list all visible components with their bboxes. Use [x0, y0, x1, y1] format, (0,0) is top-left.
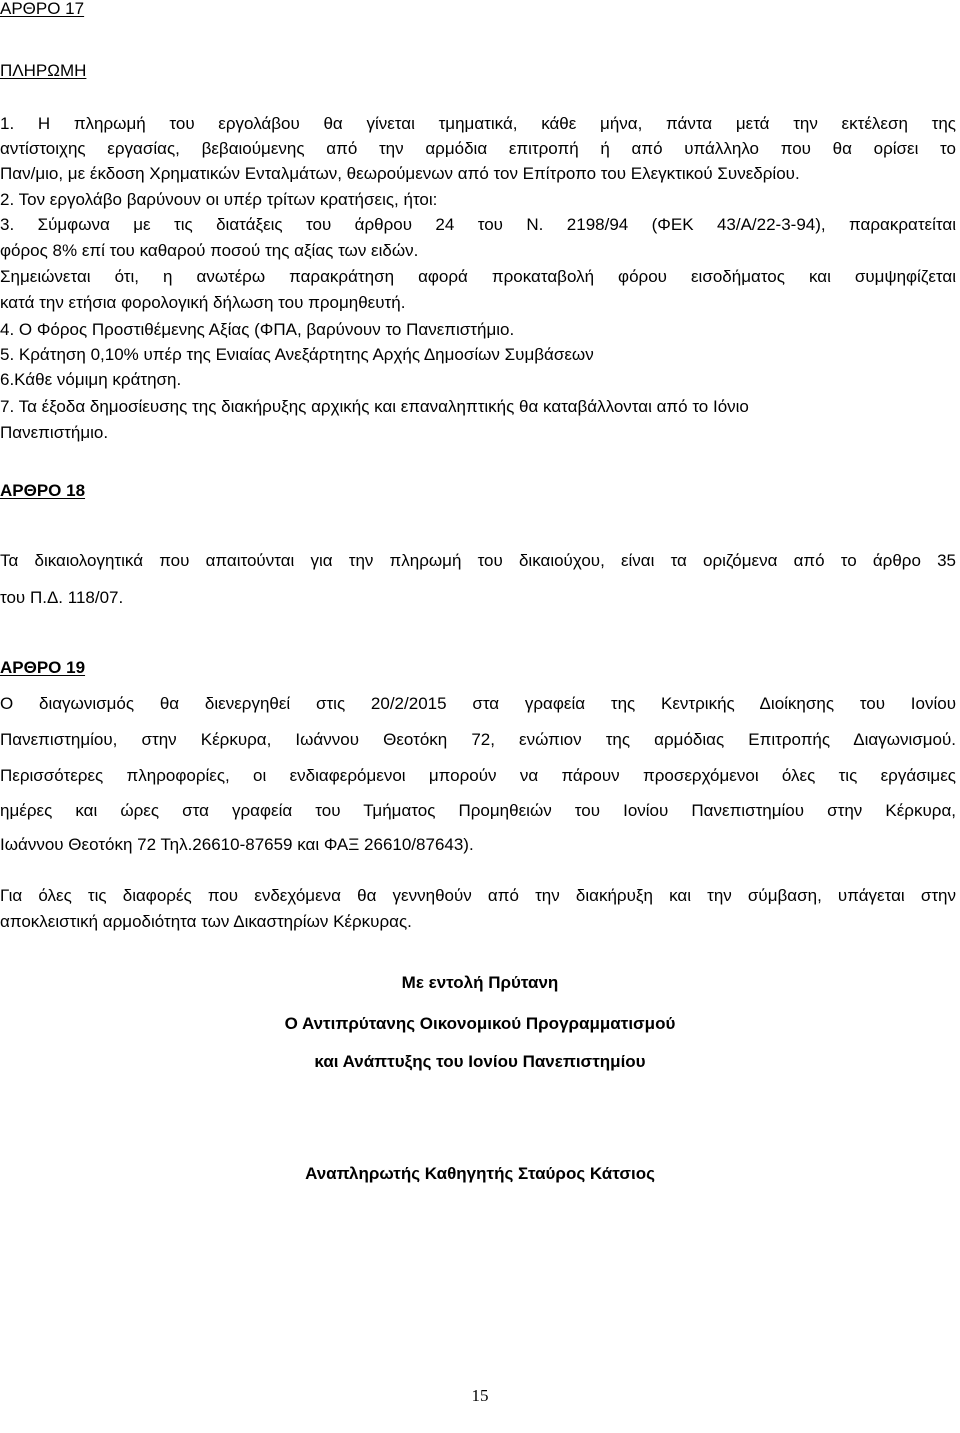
article-17-line: 7. Τα έξοδα δημοσίευσης της διακήρυξης αρχικής και επαναληπτικής θα καταβάλλονται από το Ιόνιο [0, 397, 749, 416]
article-19-line: Περισσότερες πληροφορίες, οι ενδιαφερόμενοι μπορούν να πάρουν προσερχόμενοι όλες τις εργάσιμες [0, 766, 956, 785]
article-19-line: ημέρες και ώρες στα γραφεία του Τμήματος Προμηθειών του Ιονίου Πανεπιστημίου στην Κέρκυρα, [0, 801, 956, 820]
article-17-line: Παν/μιο, με έκδοση Χρηματικών Ενταλμάτων, θεωρούμενων από τον Επίτροπο του Ελεγκτικού Συνεδρίου. [0, 164, 800, 183]
article-19-line: Πανεπιστημίου, στην Κέρκυρα, Ιωάννου Θεοτόκη 72, ενώπιον της αρμόδιας Επιτροπής Διαγωνισμού. [0, 730, 956, 749]
article-17-line: 1. Η πληρωμή του εργολάβου θα γίνεται τμηματικά, κάθε μήνα, πάντα μετά την εκτέλεση της [0, 114, 956, 133]
article-18-line: του Π.Δ. 118/07. [0, 588, 124, 607]
article-17-line: Πανεπιστήμιο. [0, 423, 109, 442]
article-17-line: 2. Τον εργολάβο βαρύνουν οι υπέρ τρίτων κρατήσεις, ήτοι: [0, 190, 438, 209]
article-19-heading: ΑΡΘΡΟ 19 [0, 658, 86, 677]
article-17-line: κατά την ετήσια φορολογική δήλωση του προμηθευτή. [0, 293, 406, 312]
signature-title: Ο Αντιπρύτανης Οικονομικού Προγραμματισμού [284, 1014, 676, 1033]
article-17-line: φόρος 8% επί του καθαρού ποσού της αξίας των ειδών. [0, 241, 419, 260]
article-19-line: Ιωάννου Θεοτόκη 72 Τηλ.26610-87659 και ΦΑΞ 26610/87643). [0, 835, 474, 854]
signature-mandate: Με εντολή Πρύτανη [401, 973, 559, 992]
signature-title-continued: και Ανάπτυξης του Ιονίου Πανεπιστημίου [314, 1052, 646, 1071]
article-18-line: Τα δικαιολογητικά που απαιτούνται για την πληρωμή του δικαιούχου, είναι τα οριζόμενα από το άρθρο 35 [0, 551, 956, 570]
article-19-line: Για όλες τις διαφορές που ενδεχόμενα θα γεννηθούν από την διακήρυξη και την σύμβαση, υπάγεται στην [0, 886, 956, 905]
article-17-line: 5. Κράτηση 0,10% υπέρ της Ενιαίας Ανεξάρτητης Αρχής Δημοσίων Συμβάσεων [0, 345, 594, 364]
article-17-line: 3. Σύμφωνα με τις διατάξεις του άρθρου 24 του Ν. 2198/94 (ΦΕΚ 43/Α/22-3-94), παρακρατείται [0, 215, 956, 234]
article-17-heading: ΑΡΘΡΟ 17 [0, 0, 85, 18]
article-17-line: αντίστοιχης εργασίας, βεβαιούμενης από την αρμόδια επιτροπή ή από υπάλληλο που θα ορίσει το [0, 139, 956, 158]
article-17-line: 6.Κάθε νόμιμη κράτηση. [0, 370, 182, 389]
article-19-line: αποκλειστική αρμοδιότητα των Δικαστηρίων Κέρκυρας. [0, 912, 412, 931]
article-18-heading: ΑΡΘΡΟ 18 [0, 481, 86, 500]
page-number: 15 [471, 1386, 489, 1405]
signer-name: Αναπληρωτής Καθηγητής Σταύρος Κάτσιος [305, 1164, 655, 1183]
article-17-line: Σημειώνεται ότι, η ανωτέρω παρακράτηση αφορά προκαταβολή φόρου εισοδήματος και συμψηφίζεται [0, 267, 956, 286]
article-17-line: 4. Ο Φόρος Προστιθέμενης Αξίας (ΦΠΑ, βαρύνουν το Πανεπιστήμιο. [0, 320, 515, 339]
article-17-subheading: ΠΛΗΡΩΜΗ [0, 61, 87, 80]
article-19-line: Ο διαγωνισμός θα διενεργηθεί στις 20/2/2015 στα γραφεία της Κεντρικής Διοίκησης του Ιονίου [0, 694, 956, 713]
